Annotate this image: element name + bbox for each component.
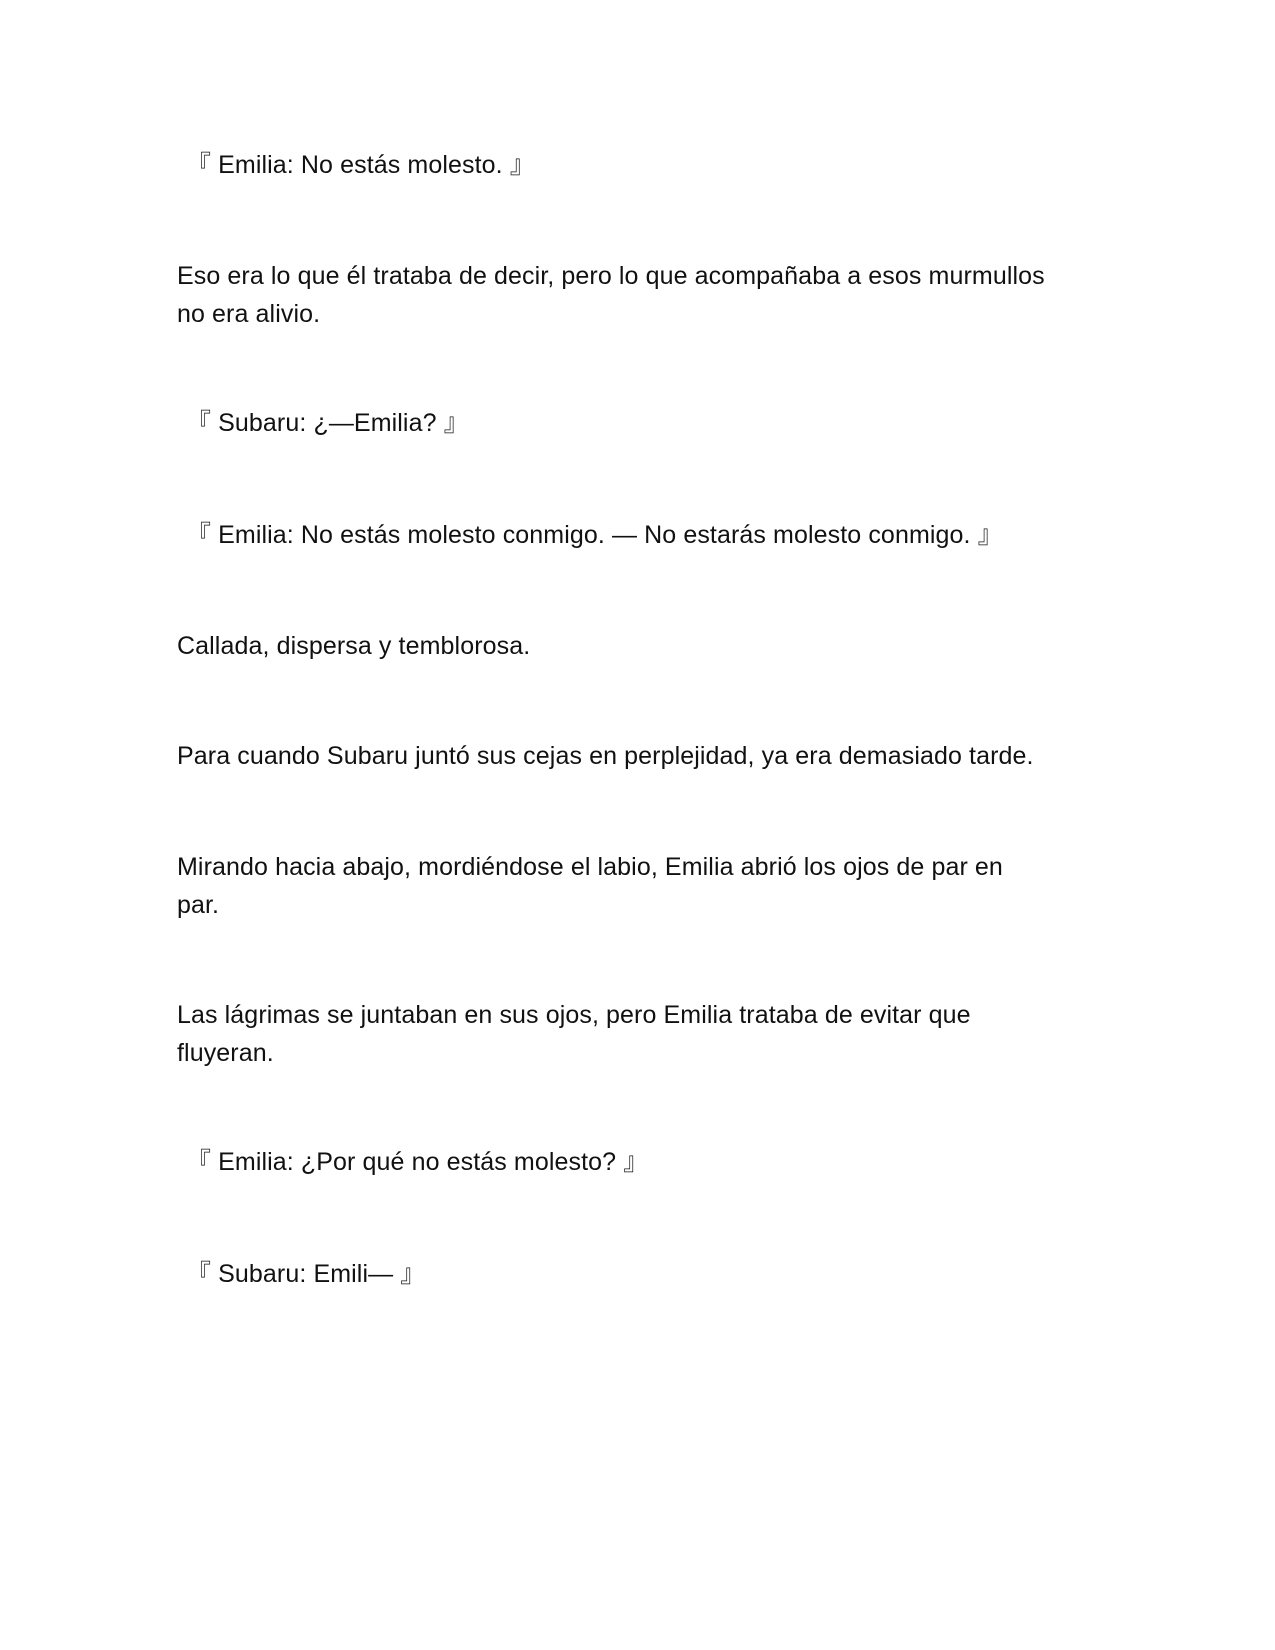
narration-paragraph: Callada, dispersa y temblorosa. <box>177 632 531 660</box>
narration-paragraph: Mirando hacia abajo, mordiéndose el labio, Emilia abrió los ojos de par en par. <box>177 853 1003 919</box>
narration-paragraph: Las lágrimas se juntaban en sus ojos, pero Emilia trataba de evitar que fluyeran. <box>177 1001 971 1067</box>
dialogue-line-emilia: 『 Emilia: No estás molesto conmigo. — No estarás molesto conmigo. 』 <box>186 521 1003 549</box>
dialogue-line-emilia: 『 Emilia: ¿Por qué no estás molesto? 』 <box>186 1148 649 1176</box>
dialogue-line-subaru: 『 Subaru: Emili— 』 <box>186 1260 426 1288</box>
narration-paragraph: Eso era lo que él trataba de decir, pero lo que acompañaba a esos murmullos no era alivio. <box>177 262 1045 328</box>
dialogue-line-emilia: 『 Emilia: No estás molesto. 』 <box>186 151 535 179</box>
dialogue-line-subaru: 『 Subaru: ¿—Emilia? 』 <box>186 409 469 437</box>
narration-paragraph: Para cuando Subaru juntó sus cejas en perplejidad, ya era demasiado tarde. <box>177 742 1034 770</box>
